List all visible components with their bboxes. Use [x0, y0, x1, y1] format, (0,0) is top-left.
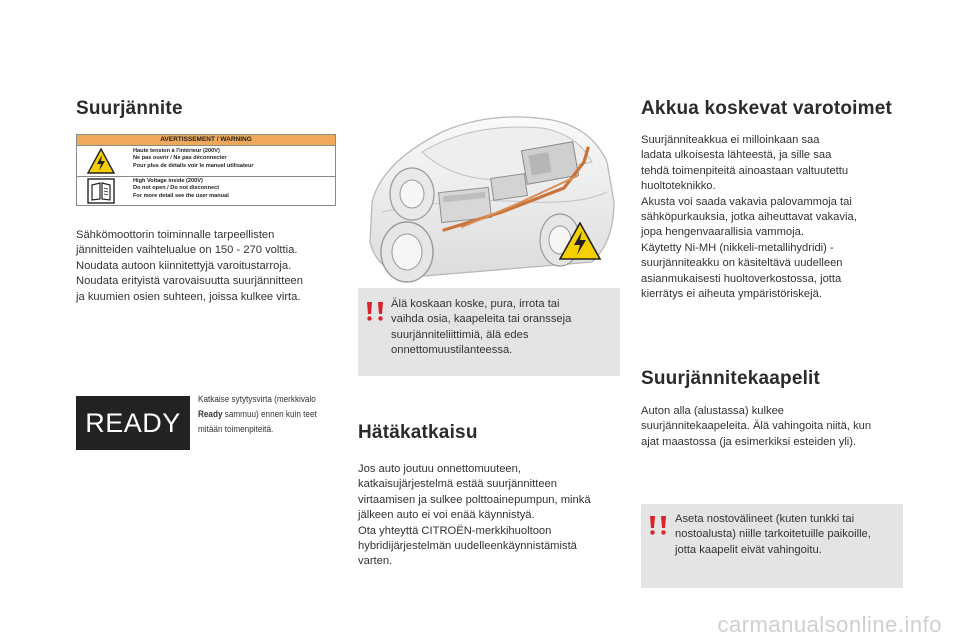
ready-note: Katkaise sytytysvirta (merkkivalo Ready sammuu) ennen kuin teet mitään toimenpiteitä. [198, 394, 317, 435]
exclamation-warning-icon [365, 300, 385, 322]
high-voltage-body-text: Sähkömoottorin toiminnalle tarpeellisten jännitteiden vaihtelualue on 150 - 270 volttia. Noudata autoon kiinnitettyjä varoitustarroja. Noudata erityistä varovaisuutta suurjännitteen ja kuumien osien suhteen, joissa kulkee virta. [76, 229, 303, 303]
hybrid-car-illustration [352, 92, 622, 292]
section-title-high-voltage-cables: Suurjännitekaapelit [641, 368, 821, 389]
section-title-emergency-cutoff: Hätäkatkaisu [358, 422, 478, 443]
warning-box-lifting-points [641, 504, 903, 588]
manual-book-icon [87, 178, 115, 204]
label-english-text: High Voltage inside (200V) Do not open / Do not disconnect For more detail see the user manual [133, 178, 229, 199]
warning-text-do-not-touch: Älä koskaan koske, pura, irrota tai vaihda osia, kaapeleita tai oransseja suurjänniteliittimiä, älä edes onnettomuustilanteessa. [391, 298, 572, 357]
section-title-high-voltage: Suurjännite [76, 98, 183, 119]
high-voltage-icon [559, 222, 601, 260]
battery-precautions-body-text: Suurjänniteakkua ei milloinkaan saa ladata ulkoisesta lähteestä, ja sille saa tehdä toimenpiteitä ainoastaan valtuutettu huoltoteknikko. Akusta voi saada vakavia palovammoja tai sähköpurkauksia, jotka aiheuttavat vakavia, jopa hengenvaarallisia vammoja. Käytetty Ni-MH (nikkeli-metallihydridi) - suurjänniteakku on käsiteltävä uudelleen asianmukaisesti huoltoverkostossa, jotta kierrätys ei aiheuta ympäristöriskejä. [641, 134, 857, 301]
ready-indicator: READY [76, 396, 190, 450]
section-title-battery-precautions: Akkua koskevat varotoimet [641, 98, 893, 119]
high-voltage-warning-label [76, 134, 336, 206]
warning-text-lifting-points: Aseta nostovälineet (kuten tunkki tai nostoalusta) niille tarkoitetuille paikoille, jotta kaapelit eivät vahingoitu. [675, 513, 871, 556]
label-french-text: Haute tension à l'intérieur (200V) Ne pas ouvrir / Ne pas déconnecter Pour plus de détails voir le manuel utilisateur [133, 148, 254, 169]
exclamation-warning-icon [648, 514, 668, 536]
high-voltage-cables-body-text: Auton alla (alustassa) kulkee suurjännitekaapeleita. Älä vahingoita niitä, kun ajat maastossa (ja esimerkiksi esteiden yli). [641, 405, 872, 448]
watermark: carmanualsonline.info [717, 612, 942, 637]
label-header: AVERTISSEMENT / WARNING [77, 135, 335, 146]
warning-box-do-not-touch [358, 288, 620, 376]
emergency-cutoff-body-text: Jos auto joutuu onnettomuuteen, katkaisujärjestelmä estää suurjännitteen virtaamisen ja sulkee polttoainepumpun, minkä jälkeen auto ei voi enää käynnistyä. Ota yhteyttä CITROËN-merkkihuoltoon hybridijärjestelmän uudelleenkäynnistämistä varten. [358, 463, 591, 568]
high-voltage-icon [87, 148, 115, 174]
